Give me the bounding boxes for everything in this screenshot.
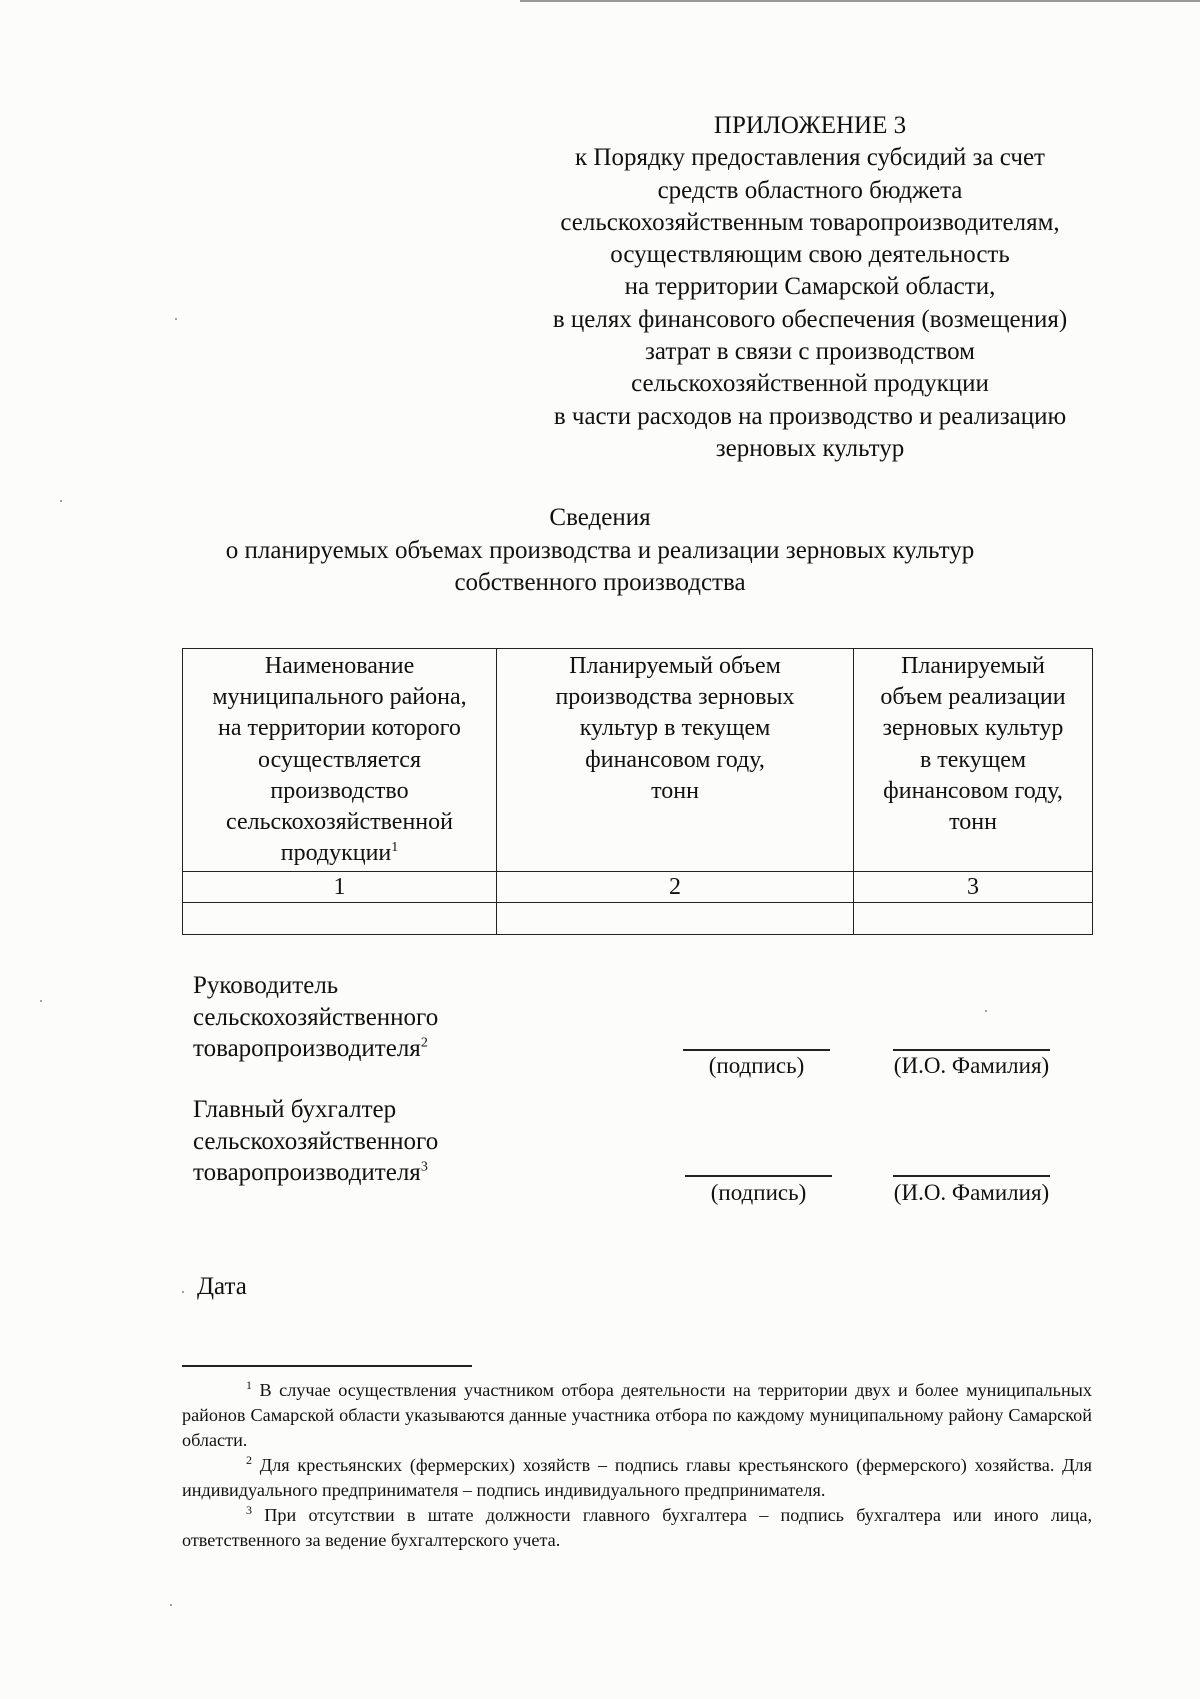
label-line: Главный бухгалтер — [193, 1096, 397, 1123]
footnote-2 — [182, 1453, 1092, 1503]
empty-data-row — [183, 903, 1093, 935]
head-name-caption: (И.О. Фамилия) — [893, 1053, 1050, 1078]
table-header-row — [183, 649, 1093, 872]
header-line: Наименование — [264, 653, 415, 679]
head-signature-label — [193, 970, 438, 1065]
header-line: финансовом году, — [585, 746, 765, 773]
header-line: производства зерновых — [555, 684, 795, 711]
accountant-name-line — [893, 1175, 1050, 1177]
footnote-text: В случае осуществления участником отбора деятельности на территории двух и более муниципальных районов Самарской области указываются данные участника отбора по каждому муниципальному району Самарской области. — [182, 1380, 1093, 1450]
column-number: 2 — [497, 872, 854, 903]
footnote-mark: 1 — [246, 1377, 252, 1392]
column-number-row — [183, 872, 1093, 903]
scan-speck — [40, 1000, 42, 1002]
date-label: Дата — [197, 1273, 247, 1300]
label-line: сельскохозяйственного — [193, 1127, 439, 1155]
header-cell-district — [183, 649, 497, 872]
appendix-line: затрат в связи с производством — [645, 338, 975, 366]
header-line: на территории которого — [218, 715, 461, 742]
label-line — [193, 1157, 438, 1189]
accountant-signature-caption: (подпись) — [710, 1180, 807, 1205]
header-cell-production — [497, 649, 854, 872]
header-cell-sales — [854, 649, 1093, 872]
label-line: Руководитель — [193, 972, 339, 999]
label-line — [193, 1033, 438, 1065]
header-line: сельскохозяйственной — [226, 809, 453, 836]
data-cell-sales — [854, 903, 1093, 935]
footnote-mark: 2 — [420, 1035, 428, 1051]
appendix-line: к Порядку предоставления субсидий за счет — [575, 144, 1045, 172]
appendix-line: осуществляющим свою деятельность — [610, 241, 1010, 269]
header-line: Планируемый объем — [569, 653, 781, 679]
head-signature-line — [683, 1049, 830, 1051]
footnote-mark: 2 — [246, 1452, 252, 1467]
header-line: зерновых культур — [882, 715, 1064, 742]
head-name-line — [893, 1049, 1050, 1051]
appendix-line: зерновых культур — [715, 434, 905, 462]
appendix-line: сельскохозяйственной продукции — [631, 370, 989, 398]
footnote-mark: 3 — [420, 1159, 428, 1175]
head-signature-caption: (подпись) — [708, 1053, 805, 1078]
accountant-name-caption: (И.О. Фамилия) — [893, 1180, 1050, 1205]
document-title — [150, 502, 1050, 600]
appendix-line: средств областного бюджета — [657, 176, 963, 204]
footnote-text: При отсутствии в штате должности главного бухгалтера – подпись бухгалтера или иного лица, ответственного за ведение бухгалтерского учета. — [182, 1505, 1092, 1550]
header-line: в текущем — [919, 746, 1027, 773]
header-line: Планируемый — [901, 653, 1045, 679]
scan-edge — [520, 0, 1200, 2]
header-line: муниципального района, — [212, 684, 467, 711]
scan-speck — [170, 1604, 172, 1606]
scan-speck — [175, 318, 177, 320]
header-line: тонн — [949, 809, 997, 836]
header-line: осуществляется — [258, 746, 421, 773]
footnote-mark: 1 — [391, 840, 399, 856]
header-line: финансовом году, — [883, 777, 1063, 804]
footnote-text: Для крестьянских (фермерских) хозяйств – подпись главы крестьянского (фермерского) хозяйства. Для индивидуального предпринимателя – подпись индивидуального предпринимателя. — [182, 1455, 1092, 1500]
column-number: 1 — [183, 872, 497, 903]
header-line: культур в текущем — [579, 715, 771, 742]
header-line: тонн — [651, 777, 699, 804]
scan-speck — [985, 1010, 987, 1012]
header-line: объем реализации — [880, 684, 1066, 711]
header-line — [187, 838, 492, 869]
title-line-2: о планируемых объемах производства и реализации зерновых культур — [225, 536, 975, 564]
footnote-mark: 3 — [246, 1502, 252, 1517]
appendix-line: сельскохозяйственным товаропроизводителям, — [560, 208, 1060, 236]
label-line-text: товаропроизводителя — [193, 1035, 421, 1062]
title-line-1: Сведения — [549, 504, 651, 531]
data-cell-district — [183, 903, 497, 935]
label-line: сельскохозяйственного — [193, 1003, 439, 1031]
footnote-1 — [182, 1378, 1092, 1453]
appendix-header — [520, 110, 1100, 465]
appendix-line: на территории Самарской области, — [624, 273, 996, 301]
header-line-text: продукции — [280, 840, 392, 867]
label-line-text: товаропроизводителя — [193, 1159, 421, 1186]
footnote-3 — [182, 1503, 1092, 1553]
footnotes — [182, 1378, 1092, 1553]
accountant-signature-label — [193, 1094, 438, 1189]
appendix-line: ПРИЛОЖЕНИЕ 3 — [713, 112, 907, 139]
footnote-separator — [182, 1365, 472, 1367]
accountant-signature-line — [685, 1175, 832, 1177]
data-cell-production — [497, 903, 854, 935]
column-number: 3 — [854, 872, 1093, 903]
appendix-line: в части расходов на производство и реализацию — [553, 402, 1067, 430]
scan-speck — [182, 1291, 184, 1293]
appendix-line: в целях финансового обеспечения (возмещения) — [552, 305, 1068, 333]
scan-speck — [60, 500, 62, 502]
header-line: производство — [270, 777, 409, 804]
title-line-3: собственного производства — [454, 569, 746, 596]
planned-volumes-table — [182, 648, 1093, 935]
